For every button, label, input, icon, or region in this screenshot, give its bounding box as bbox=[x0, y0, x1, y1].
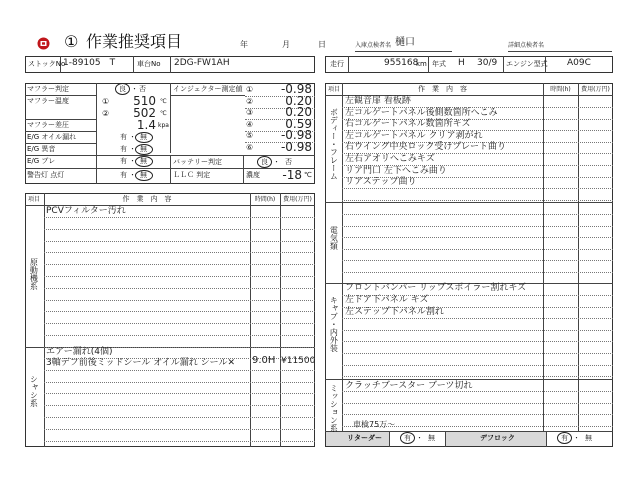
battery-label: バッテリー判定 bbox=[173, 158, 222, 166]
row-divider bbox=[44, 323, 315, 324]
left-header-cost: 費用(万円) bbox=[283, 196, 312, 203]
row-divider bbox=[44, 405, 315, 406]
row-divider bbox=[44, 252, 315, 253]
injector-no: ② bbox=[246, 96, 254, 106]
row-divider bbox=[342, 330, 613, 331]
engine-label: エンジン型式 bbox=[506, 60, 548, 68]
chassis-time: 9.0H bbox=[252, 355, 276, 366]
inspector-underline bbox=[355, 51, 452, 52]
diff-unit: kpa bbox=[158, 122, 169, 129]
chassis-section-label: シャシ系 bbox=[29, 375, 39, 407]
row-divider bbox=[44, 311, 315, 312]
shake-none: 無 bbox=[140, 157, 147, 165]
circle-number: ① bbox=[64, 32, 79, 51]
muffler-temp-label: マフラー温度 bbox=[27, 97, 69, 105]
llc-value: -18 bbox=[282, 168, 302, 182]
row-divider bbox=[44, 382, 315, 383]
muffler-diff-label: マフラー差圧 bbox=[27, 121, 69, 129]
table-row: フロントバンパー リップスポイラー割れキズ bbox=[345, 283, 527, 293]
injector-no: ⑥ bbox=[246, 142, 254, 152]
injector-value: 0.59 bbox=[285, 116, 312, 131]
row-divider bbox=[342, 200, 613, 201]
inspector-name: 樋口 bbox=[395, 37, 415, 48]
day-label: 日 bbox=[318, 40, 326, 49]
table-row: エアー漏れ(4個) bbox=[46, 347, 113, 357]
row-divider bbox=[342, 188, 613, 189]
row-divider bbox=[44, 441, 315, 442]
row-divider bbox=[342, 376, 613, 377]
table-row: 左右アオリへこみキズ bbox=[345, 154, 435, 164]
table-row: クラッチブースター ブーツ切れ bbox=[345, 381, 473, 391]
year-type-label: 年式 bbox=[432, 60, 446, 68]
oil-leak-label: E/G オイル漏れ bbox=[27, 133, 77, 141]
row-divider bbox=[342, 353, 613, 354]
table-row: 右ウイング中央ロック受けプレート曲り bbox=[345, 142, 507, 153]
warning-label: 警告灯 点灯 bbox=[27, 171, 65, 179]
row-divider bbox=[342, 214, 613, 215]
injector-label: インジェクター測定値 bbox=[173, 85, 243, 93]
shake-label: E/G ブレ bbox=[27, 157, 56, 165]
table-row: 左観音扉 看板跡 bbox=[345, 96, 411, 106]
injector-no: ④ bbox=[246, 119, 254, 129]
row-divider bbox=[342, 226, 613, 227]
row-divider bbox=[342, 365, 613, 366]
row-divider bbox=[342, 318, 613, 319]
row-divider bbox=[44, 241, 315, 242]
inspector-label: 入庫点検者名 bbox=[355, 42, 392, 49]
muffler-bad: 否 bbox=[139, 85, 146, 93]
row-divider bbox=[44, 229, 315, 230]
difflock-label: デフロック bbox=[480, 434, 515, 442]
row-divider bbox=[44, 429, 315, 430]
injector-no: ③ bbox=[246, 108, 254, 117]
mileage-value: 955168 bbox=[384, 58, 419, 68]
muffler-judge-label: マフラー判定 bbox=[27, 85, 69, 93]
model-value: 2DG-FW1AH bbox=[174, 58, 230, 68]
row-divider bbox=[44, 370, 315, 371]
table-row: 左コルゲートパネル後側数箇所へこみ bbox=[345, 107, 498, 118]
row-divider bbox=[44, 217, 315, 218]
body-section-label: ボディー・フレーム bbox=[329, 108, 339, 180]
temp1-no: ① bbox=[102, 97, 110, 106]
left-header-item: 項目 bbox=[28, 196, 41, 203]
llc-unit: ℃ bbox=[304, 171, 312, 179]
row-divider bbox=[342, 272, 613, 273]
table-row: リアステップ曲り bbox=[345, 177, 417, 188]
retarder-label: リターダー bbox=[347, 434, 382, 442]
detail-inspector-underline bbox=[508, 51, 612, 52]
mileage-unit: km bbox=[416, 60, 427, 68]
year-label: 年 bbox=[240, 40, 248, 49]
table-row: PCVフィルター汚れ bbox=[46, 206, 126, 216]
right-header-cost: 費用(万円) bbox=[581, 86, 610, 93]
mission-note: 車検75万〜 bbox=[353, 420, 396, 429]
row-divider bbox=[342, 249, 613, 250]
right-header-item: 項目 bbox=[328, 86, 341, 93]
stock-label: ストックNo bbox=[28, 60, 66, 68]
concentration-label: 濃度 bbox=[246, 171, 260, 179]
row-divider bbox=[342, 237, 613, 238]
row-divider bbox=[44, 264, 315, 265]
detail-inspector-label: 詳細点検者名 bbox=[508, 42, 545, 49]
model-label: 車台No bbox=[137, 60, 161, 68]
table-row: 左ドア下パネル キズ bbox=[345, 295, 429, 305]
row-divider bbox=[44, 417, 315, 418]
right-header-time: 時間(h) bbox=[550, 86, 571, 93]
row-divider bbox=[342, 260, 613, 261]
mission-section-label: ミッション系 bbox=[329, 384, 339, 432]
row-divider bbox=[342, 403, 613, 404]
year-value: 30/9 bbox=[477, 58, 498, 68]
oil-leak-none: 無 bbox=[140, 133, 147, 141]
row-divider bbox=[342, 341, 613, 342]
electric-section-label: 電気類 bbox=[329, 226, 339, 250]
era-value: H bbox=[458, 58, 465, 68]
table-row: 左コルゲートパネル クリア剥がれ bbox=[345, 130, 483, 141]
mileage-label: 走行 bbox=[330, 60, 344, 68]
logo-icon bbox=[37, 35, 50, 48]
temp1-unit: ℃ bbox=[160, 98, 167, 105]
table-row: 3軸デフ前後ミッドシール オイル漏れ シール✕ bbox=[46, 358, 235, 368]
chassis-cost: ¥11500 bbox=[281, 356, 316, 366]
llc-label: ＬＬＣ 判定 bbox=[173, 171, 211, 179]
right-header-content: 作 業 内 容 bbox=[418, 85, 467, 93]
row-divider bbox=[44, 393, 315, 394]
cab-section-label: キャブ・内外装 bbox=[329, 296, 339, 352]
noise-none: 無 bbox=[140, 145, 147, 153]
temp2-value: 502 bbox=[133, 106, 156, 120]
row-divider bbox=[44, 288, 315, 289]
left-header-time: 時間(h) bbox=[254, 196, 276, 203]
row-divider bbox=[342, 391, 613, 392]
table-row: 右コルゲートパネル数箇所キズ bbox=[345, 119, 471, 130]
battery-good: 良 bbox=[261, 158, 268, 166]
warning-none: 無 bbox=[140, 171, 147, 179]
noise-label: E/G 異音 bbox=[27, 145, 56, 153]
battery-bad: 否 bbox=[285, 158, 292, 166]
month-label: 月 bbox=[282, 40, 290, 49]
stock-value: 1-89105 T bbox=[63, 58, 116, 68]
injector-no: ① bbox=[246, 85, 254, 94]
temp1-value: 510 bbox=[133, 94, 156, 108]
row-divider bbox=[44, 300, 315, 301]
table-row: 左ステップ下パネル割れ bbox=[345, 307, 444, 317]
injector-value: -0.98 bbox=[280, 139, 312, 154]
page-title: 作業推奨項目 bbox=[86, 32, 183, 51]
left-work-table bbox=[25, 193, 315, 447]
injector-value: 0.20 bbox=[285, 105, 312, 119]
injector-value: 0.20 bbox=[285, 93, 312, 108]
injector-no: ⑤ bbox=[246, 131, 254, 140]
temp2-no: ② bbox=[102, 109, 110, 118]
engine-section-label: 原動機系 bbox=[29, 258, 39, 290]
injector-value: -0.98 bbox=[280, 82, 312, 96]
row-divider bbox=[342, 414, 613, 415]
left-header-content: 作 業 内 容 bbox=[122, 195, 172, 203]
table-row: リア門口 左下へこみ曲り bbox=[345, 165, 447, 176]
diff-value: 1.4 bbox=[136, 118, 156, 132]
engine-value: A09C bbox=[567, 58, 591, 68]
temp2-unit: ℃ bbox=[160, 110, 167, 117]
injector-value: -0.98 bbox=[280, 128, 312, 142]
row-divider bbox=[44, 335, 315, 336]
muffler-good: 良 bbox=[119, 85, 126, 93]
row-divider bbox=[44, 276, 315, 277]
